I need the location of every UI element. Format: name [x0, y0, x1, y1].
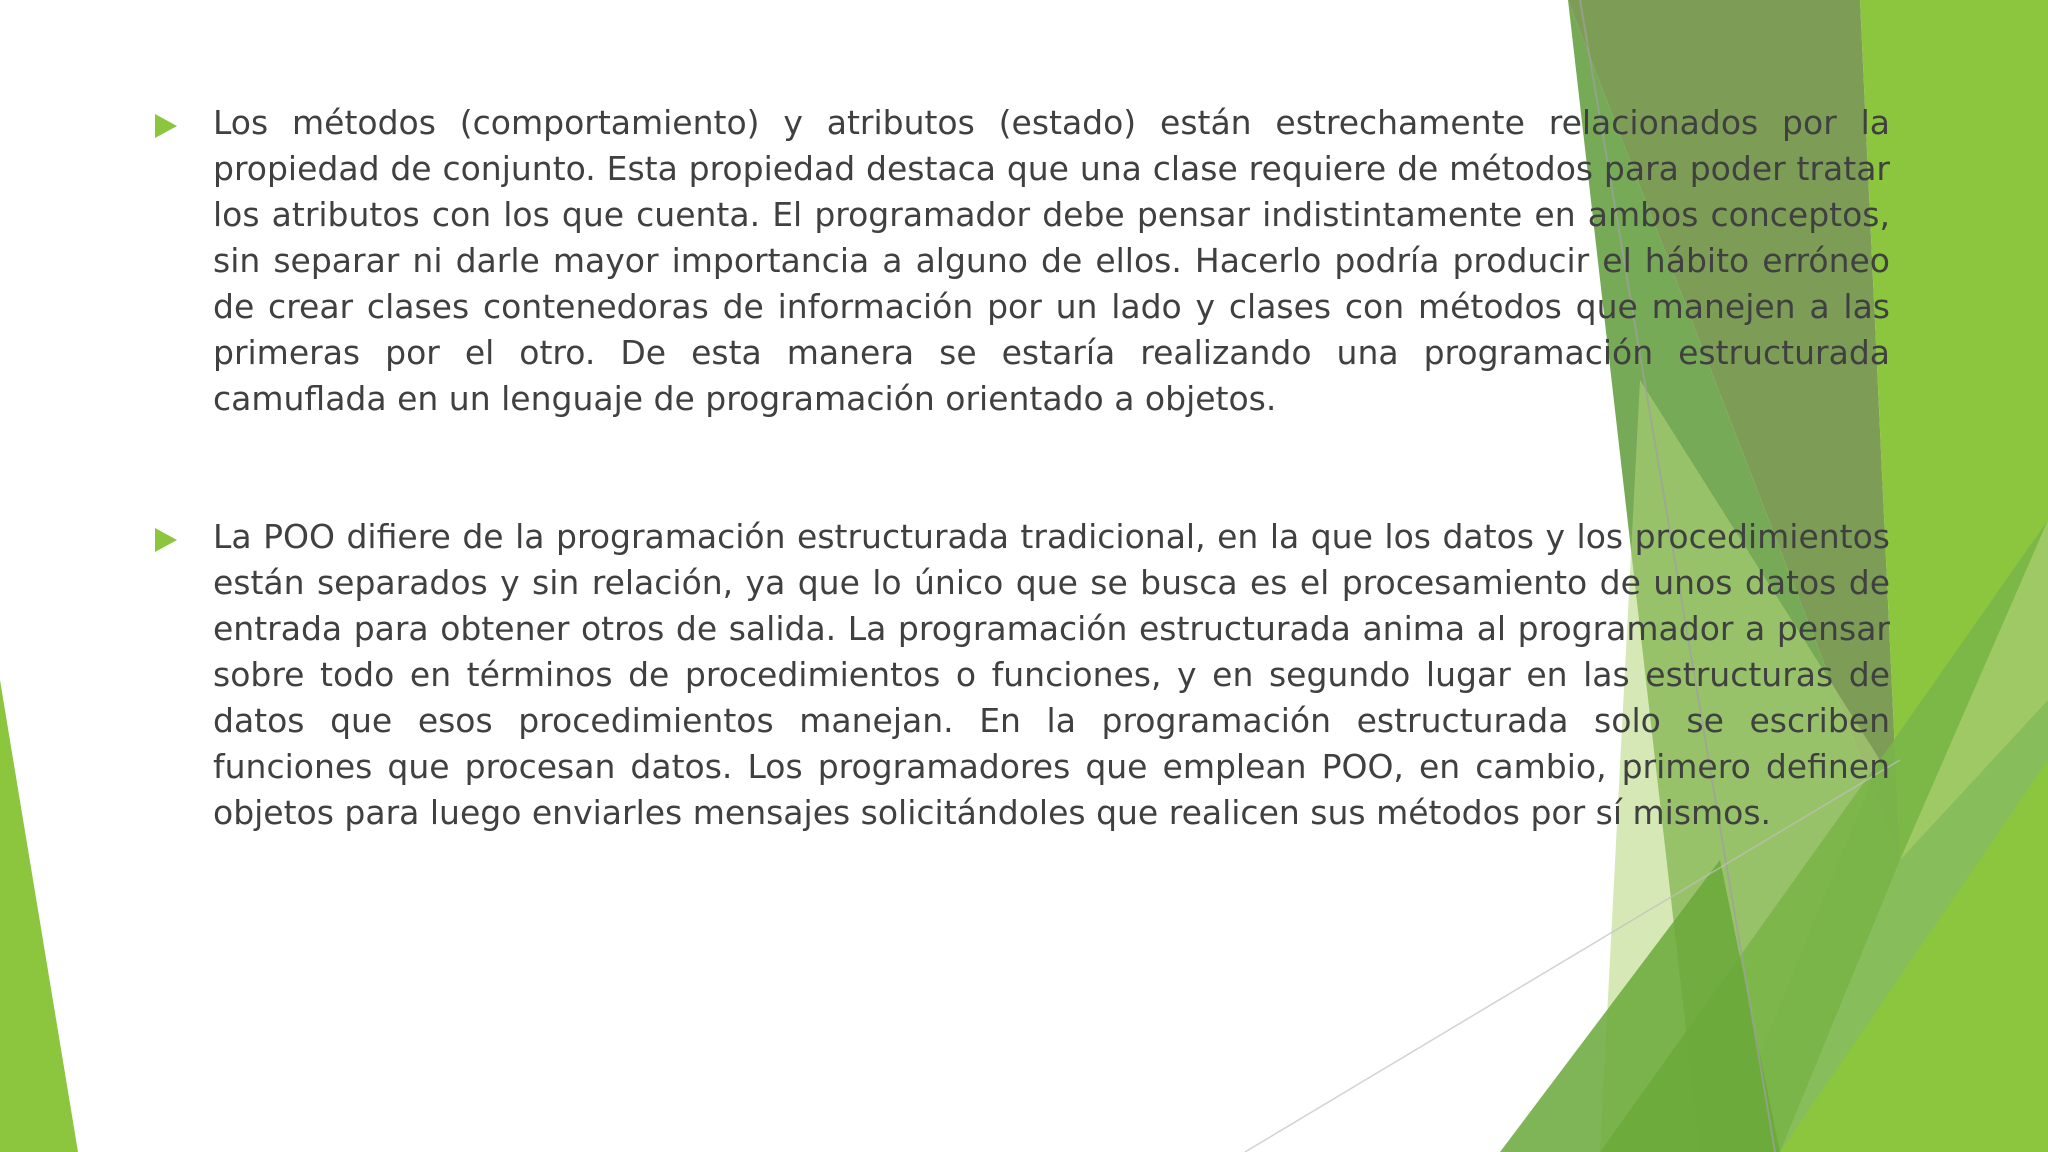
left-edge-shape: [0, 680, 78, 1152]
bullet-item: [155, 514, 1890, 836]
bullet-item: [155, 100, 1890, 422]
bullet-text: La POO difiere de la programación estructurada tradicional, en la que los datos y los procedimientos están separados y sin relación, ya que lo único que se busca es el procesamiento de unos datos de entrada para obtener otros de salida. La programación estructurada anima al programador a pensar sobre todo en términos de procedimientos o funciones, y en segundo lugar en las estructuras de datos que esos procedimientos manejan. En la programación estructurada solo se escriben funciones que procesan datos. Los programadores que emplean POO, en cambio, primero definen objetos para luego enviarles mensajes solicitándoles que realicen sus métodos por sí mismos.: [213, 517, 1890, 832]
triangle-bullet-icon: [155, 114, 177, 138]
bullet-text: Los métodos (comportamiento) y atributos (estado) están estrechamente relacionados por la propiedad de conjunto. Esta propiedad destaca que una clase requiere de métodos para poder tratar los atributos con los que cuenta. El programador debe pensar indistintamente en ambos conceptos, sin separar ni darle mayor importancia a alguno de ellos. Hacerlo podría producir el hábito erróneo de crear clases contenedoras de información por un lado y clases con métodos que manejen a las primeras por el otro. De esta manera se estaría realizando una programación estructurada camuflada en un lenguaje de programación orientado a objetos.: [213, 103, 1890, 418]
slide-content: [155, 100, 1890, 928]
triangle-bullet-icon: [155, 528, 177, 552]
